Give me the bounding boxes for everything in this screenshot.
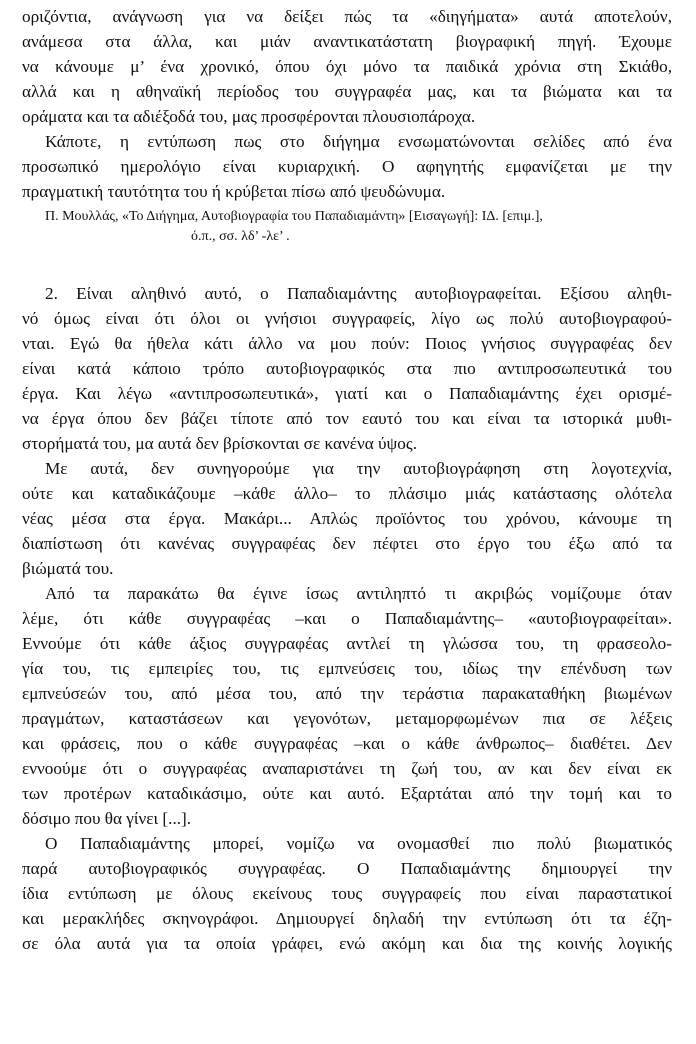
- text-line: οριζόντια, ανάγνωση για να δείξει πώς τα «διηγήματα» αυτά αποτελούν,: [22, 7, 672, 26]
- text-line: δόσιμο που θα γίνει [...].: [22, 809, 192, 828]
- text-line: διαπίστωση ότι κανένας συγγραφέας δεν πέφτει στο έργο του έξω από τα: [22, 534, 672, 553]
- text-line: 2. Είναι αληθινό αυτό, ο Παπαδιαμάντης αυτοβιογραφείται. Εξίσου αληθι-: [45, 284, 672, 303]
- text-line: και φράσεις, που ο κάθε συγγραφέας –και ο κάθε άνθρωπος– διαθέτει. Δεν: [22, 734, 672, 753]
- text-line: στορήματά του, μα αυτά δεν βρίσκονται σε κανένα ύψος.: [22, 434, 418, 453]
- text-line: έργα. Και λέγω «αντιπροσωπευτικά», γιατί και ο Παπαδιαμάντης έχει ορισμέ-: [22, 384, 672, 403]
- text-line: νό όμως είναι ότι όλοι οι γνήσιοι συγγραφείς, λίγο ως πολύ αυτοβιογραφού-: [22, 309, 672, 328]
- section-2-paragraph: [22, 281, 672, 456]
- text-line: Ο Παπαδιαμάντης μπορεί, νομίζω να ονομασθεί πιο πολύ βιωματικός: [45, 834, 672, 853]
- paragraph: [22, 129, 672, 204]
- text-line: βιώματά του.: [22, 559, 114, 578]
- text-line: προσωπικό ημερολόγιο είναι κυριαρχική. Ο αφηγητής εμφανίζεται με την: [22, 157, 672, 176]
- text-line: εννοούμε ότι ο συγγραφέας αναπαριστάνει τη ζωή του, αν και δεν είναι εκ: [22, 759, 672, 778]
- text-line: Με αυτά, δεν συνηγορούμε για την αυτοβιογράφηση στη λογοτεχνία,: [45, 459, 672, 478]
- citation-line: Π. Μουλλάς, «Το Διήγημα, Αυτοβιογραφία του Παπαδιαμάντη» [Εισαγωγή]: ΙΔ. [επιμ.],: [45, 209, 543, 224]
- document-page: [22, 4, 672, 956]
- text-line: ούτε και καταδικάζουμε –κάθε άλλο– το πλάσιμο μιάς κατάστασης ολότελα: [22, 484, 672, 503]
- text-line: ίδια εντύπωση με όλους εκείνους τους συγγραφείς που είναι παραστατικοί: [22, 884, 672, 903]
- text-line: οράματα και τα αδιέξοδά του, μας προσφέρονται πλουσιοπάροχα.: [22, 107, 476, 126]
- text-line: να κάνουμε μ’ ένα χρονικό, όπου όχι μόνο τα παιδικά χρόνια στη Σκιάθο,: [22, 57, 672, 76]
- citation: [22, 207, 672, 247]
- text-line: των προτέρων καταδικάσιμο, ούτε και αυτό. Εξαρτάται από την τομή και το: [22, 784, 672, 803]
- text-line: Κάποτε, η εντύπωση πως στο διήγημα ενσωματώνονται σελίδες από ένα: [45, 132, 672, 151]
- text-line: γία του, τις εμπειρίες του, τις εμπνεύσεις του, ιδίως την επένδυση των: [22, 659, 672, 678]
- text-line: νται. Εγώ θα ήθελα κάτι άλλο να μου πούν: Ποιος γνήσιος συγγραφέας δεν: [22, 334, 672, 353]
- text-line: πραγματική ταυτότητα του ή κρύβεται πίσω από ψευδώνυμα.: [22, 182, 446, 201]
- intro-paragraph: [22, 4, 672, 129]
- text-line: εμπνεύσεών του, από μέσα του, από την τεράστια παρακαταθήκη βιωμένων: [22, 684, 672, 703]
- text-line: παρά αυτοβιογραφικός συγγραφέας. Ο Παπαδιαμάντης δημιουργεί την: [22, 859, 672, 878]
- text-line: αλλά και η αθηναϊκή περίοδος του συγγραφέα μας, και τα βιώματα και τα: [22, 82, 672, 101]
- section-gap: [22, 247, 672, 281]
- text-line: λέμε, ότι κάθε συγγραφέας –και ο Παπαδιαμάντης– «αυτοβιογραφείται».: [22, 609, 672, 628]
- text-line: Εννούμε ότι κάθε άξιος συγγραφέας αντλεί τη γλώσσα του, τη φρασεολο-: [22, 634, 672, 653]
- text-line: ανάμεσα στα άλλα, και μιάν αναντικατάστατη βιογραφική πηγή. Έχουμε: [22, 32, 672, 51]
- text-line: να έργα όπου δεν βάζει τίποτε από τον εαυτό του και είναι τα ιστορικά μυθι-: [22, 409, 672, 428]
- citation-line: ό.π., σσ. λδ’ -λε’ .: [191, 229, 290, 244]
- text-line: Από τα παρακάτω θα έγινε ίσως αντιληπτό τι ακριβώς νομίζουμε όταν: [45, 584, 672, 603]
- text-line: σε όλα αυτά για τα οποία γράφει, ενώ ακόμη και δια της κοινής λογικής: [22, 934, 672, 953]
- text-line: και μερακλήδες σκηνογράφοι. Δημιουργεί δηλαδή την εντύπωση ότι τα έζη-: [22, 909, 672, 928]
- text-line: είναι κατά κάποιο τρόπο αυτοβιογραφικός στα πιο αντιπροσωπευτικά του: [22, 359, 672, 378]
- section-2-paragraph: [22, 581, 672, 831]
- text-line: πραγμάτων, καταστάσεων και γεγονότων, μεταμορφωμένων πια σε λέξεις: [22, 709, 672, 728]
- text-line: νέας μέσα στα έργα. Μακάρι... Απλώς προϊόντος του χρόνου, κάνουμε τη: [22, 509, 672, 528]
- section-2-paragraph: [22, 456, 672, 581]
- section-2-paragraph: [22, 831, 672, 956]
